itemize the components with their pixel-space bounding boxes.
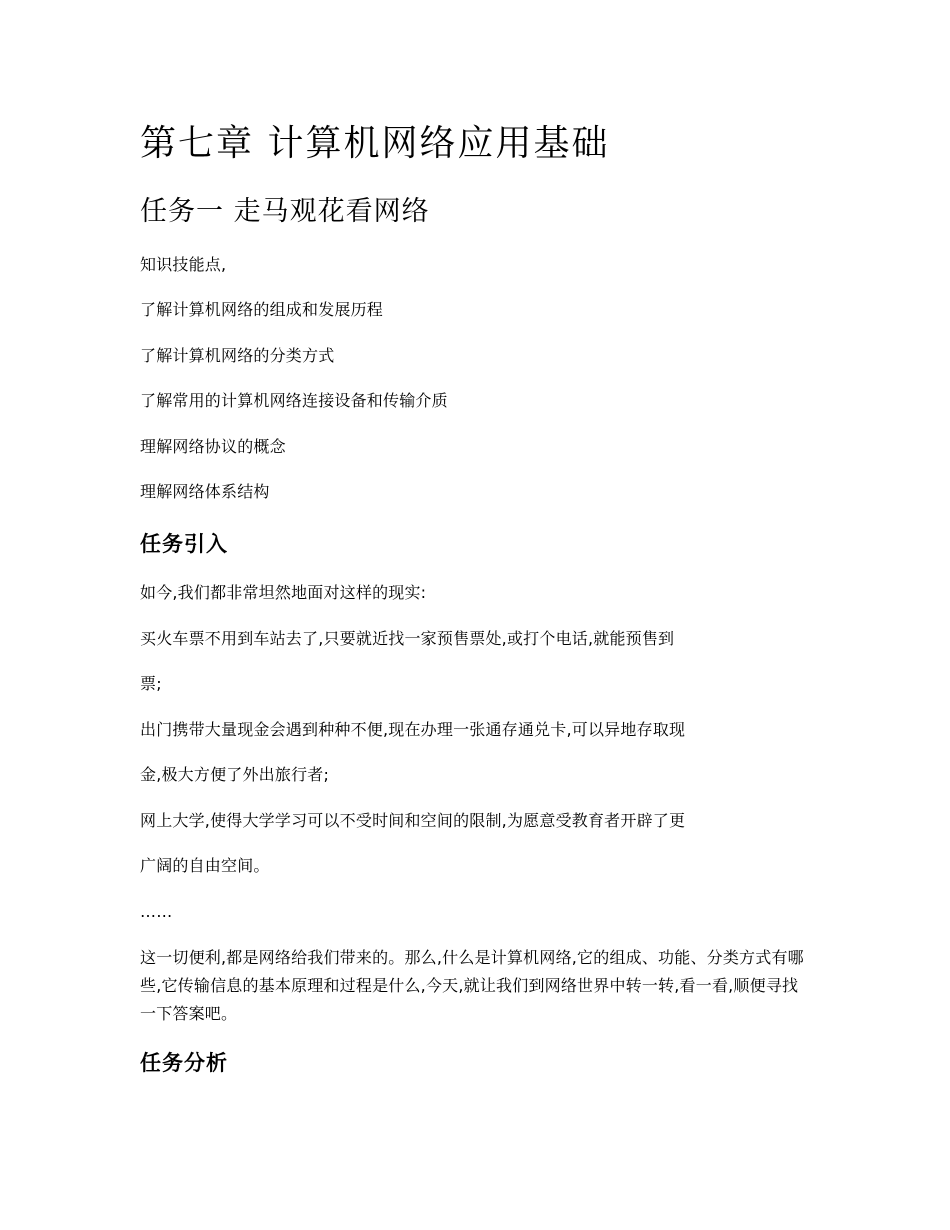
chapter-title: 第七章 计算机网络应用基础 [140, 123, 610, 164]
skill-item: 了解计算机网络的组成和发展历程 [140, 300, 384, 319]
task-title: 任务一 走马观花看网络 [140, 196, 430, 227]
intro-line: 广阔的自由空间。 [140, 856, 270, 875]
skills-label: 知识技能点, [140, 255, 227, 274]
skill-item: 了解常用的计算机网络连接设备和传输介质 [140, 391, 448, 410]
intro-line: 网上大学,使得大学学习可以不受时间和空间的限制,为愿意受教育者开辟了更 [140, 811, 686, 830]
intro-heading: 任务引入 [140, 532, 228, 556]
analysis-heading: 任务分析 [140, 1051, 228, 1075]
intro-line: 买火车票不用到车站去了,只要就近找一家预售票处,或打个电话,就能预售到 [140, 629, 675, 648]
intro-line: 如今,我们都非常坦然地面对这样的现实: [140, 583, 427, 602]
intro-line: 金,极大方便了外出旅行者; [140, 765, 330, 784]
ellipsis-line: …… [140, 902, 173, 921]
summary-paragraph: 这一切便利,都是网络给我们带来的。那么,什么是计算机网络,它的组成、功能、分类方式有哪些,它传输信息的基本原理和过程是什么,今天,就让我们到网络世界中转一转,看一看,顺便寻找一下答案吧。 [140, 948, 804, 1023]
skill-item: 理解网络协议的概念 [140, 437, 286, 456]
skill-item: 了解计算机网络的分类方式 [140, 346, 335, 365]
intro-line: 出门携带大量现金会遇到种种不便,现在办理一张通存通兑卡,可以异地存取现 [140, 720, 686, 739]
intro-line: 票; [140, 674, 162, 693]
skill-item: 理解网络体系结构 [140, 482, 270, 501]
